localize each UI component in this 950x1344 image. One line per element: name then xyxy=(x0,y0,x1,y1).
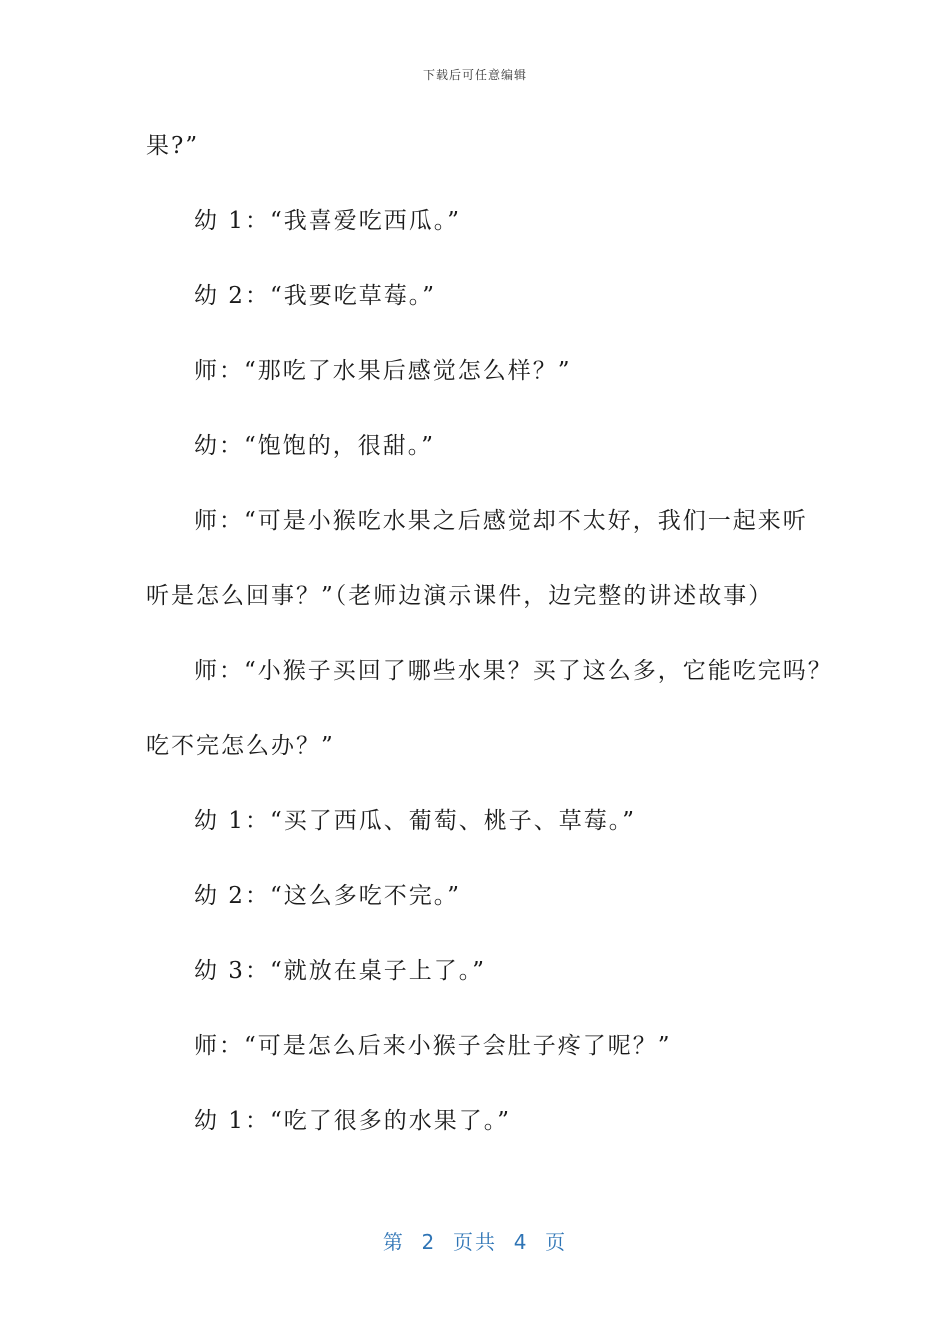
text-line: 幼 2：“这么多吃不完。” xyxy=(194,883,461,909)
text-line: 师：“可是怎么后来小猴子会肚子疼了呢？” xyxy=(194,1033,672,1059)
text-line: 果?” xyxy=(146,133,200,159)
text-line: 幼 1：“买了西瓜、葡萄、桃子、草莓。” xyxy=(194,808,636,834)
text-line: 师：“小猴子买回了哪些水果？买了这么多，它能吃完吗？ xyxy=(194,658,833,684)
text-line: 师：“那吃了水果后感觉怎么样？” xyxy=(194,358,572,384)
text-line: 幼 2：“我要吃草莓。” xyxy=(194,283,436,309)
text-line: 幼：“饱饱的，很甜。” xyxy=(194,433,436,459)
page-number: 第 2 页共 4 页 xyxy=(382,1230,568,1254)
text-line: 幼 3：“就放在桌子上了。” xyxy=(194,958,486,984)
text-line: 幼 1：“我喜爱吃西瓜。” xyxy=(194,208,461,234)
text-line: 吃不完怎么办？” xyxy=(146,733,335,759)
text-line: 师：“可是小猴吃水果之后感觉却不太好，我们一起来听 xyxy=(194,508,808,534)
page-header-note: 下载后可任意编辑 xyxy=(422,68,527,82)
text-line: 幼 1：“吃了很多的水果了。” xyxy=(194,1108,511,1134)
text-line: 听是怎么回事？”（老师边演示课件，边完整的讲述故事） xyxy=(146,583,774,609)
